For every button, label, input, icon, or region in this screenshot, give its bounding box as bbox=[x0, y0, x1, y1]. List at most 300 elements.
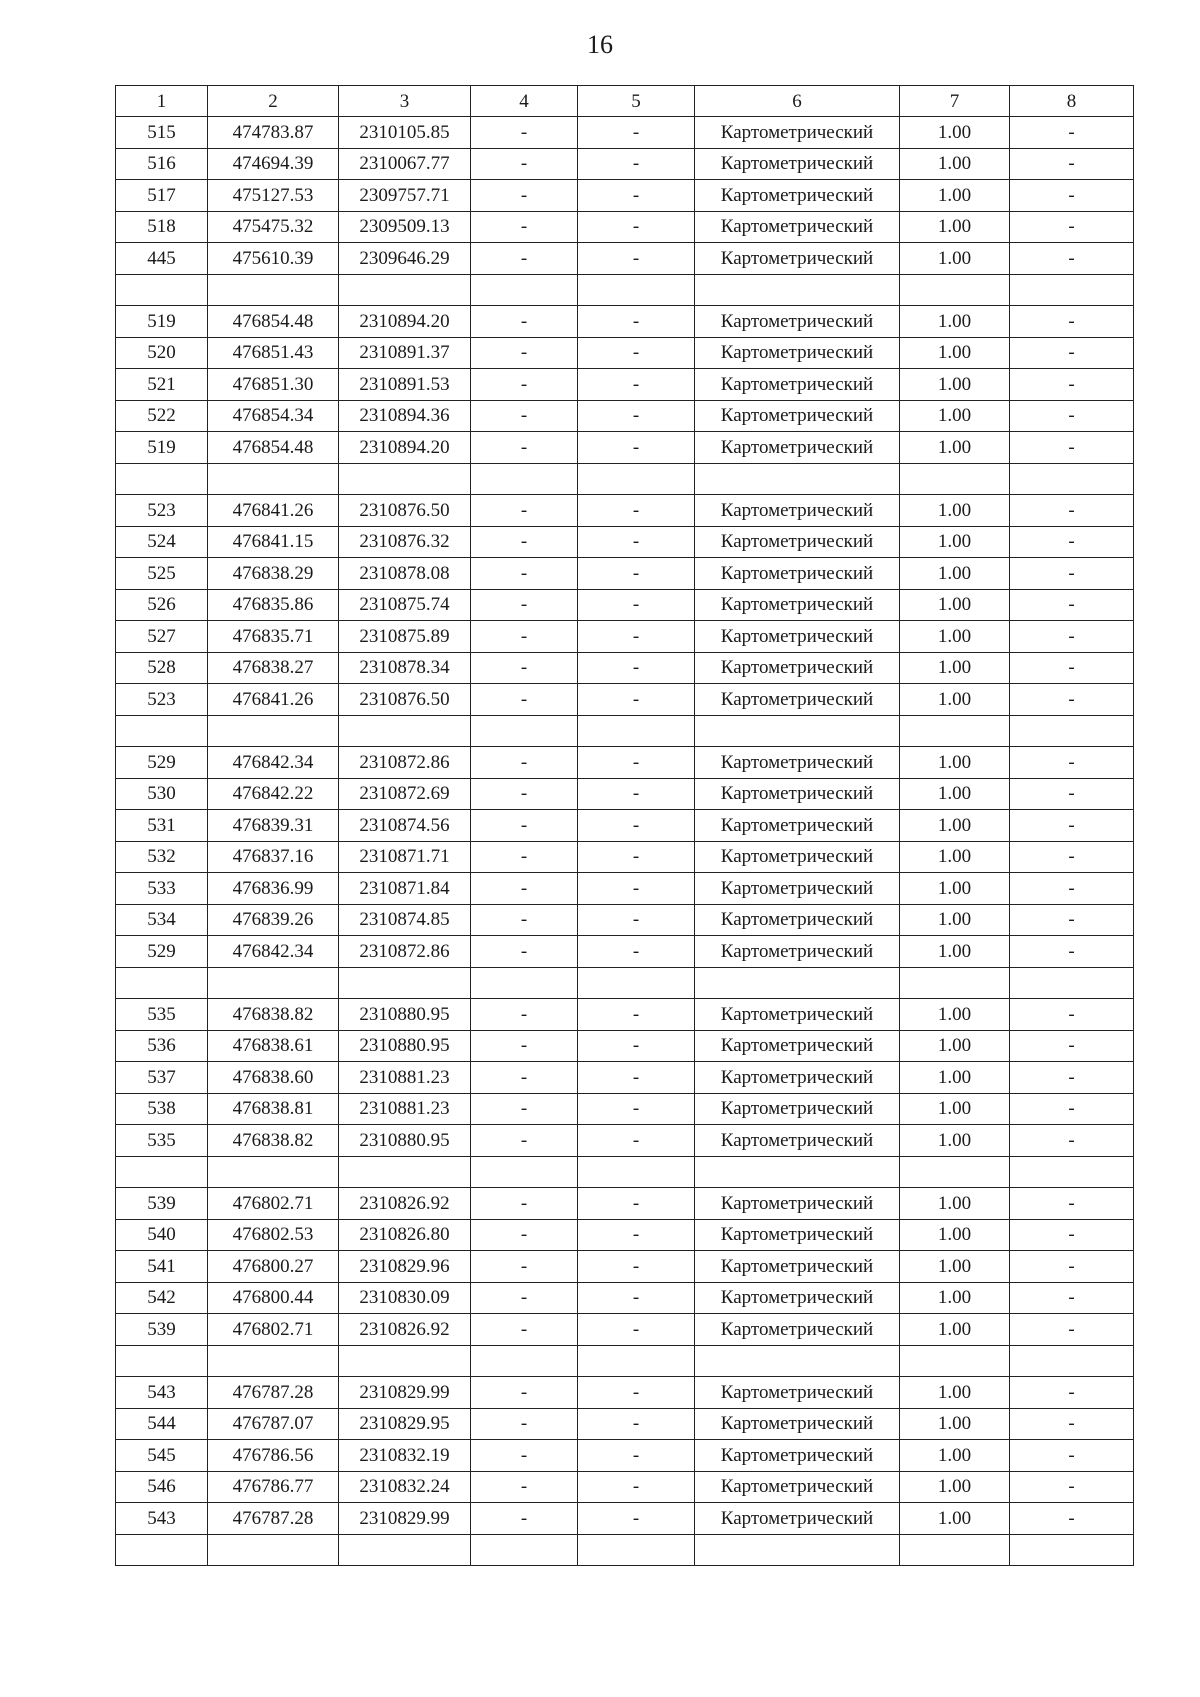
table-cell: - bbox=[578, 936, 695, 968]
separator-row bbox=[116, 1156, 1134, 1188]
table-cell: 476835.86 bbox=[208, 589, 339, 621]
table-cell: - bbox=[471, 936, 578, 968]
table-cell: 476839.26 bbox=[208, 904, 339, 936]
table-cell: 1.00 bbox=[900, 400, 1010, 432]
table-cell: 1.00 bbox=[900, 904, 1010, 936]
empty-cell bbox=[1010, 274, 1134, 306]
table-cell: - bbox=[471, 621, 578, 653]
table-cell: 2310872.86 bbox=[339, 747, 471, 779]
table-cell: 538 bbox=[116, 1093, 208, 1125]
table-cell: 1.00 bbox=[900, 211, 1010, 243]
table-cell: 2310067.77 bbox=[339, 148, 471, 180]
table-cell: 476841.26 bbox=[208, 495, 339, 527]
table-cell: Картометрический bbox=[695, 1471, 900, 1503]
empty-cell bbox=[116, 274, 208, 306]
table-cell: Картометрический bbox=[695, 936, 900, 968]
table-cell: 476836.99 bbox=[208, 873, 339, 905]
empty-cell bbox=[695, 1534, 900, 1566]
table-cell: - bbox=[1010, 999, 1134, 1031]
empty-cell bbox=[116, 463, 208, 495]
table-cell: - bbox=[471, 400, 578, 432]
separator-row bbox=[116, 274, 1134, 306]
empty-cell bbox=[208, 715, 339, 747]
table-cell: 516 bbox=[116, 148, 208, 180]
table-cell: 476786.56 bbox=[208, 1440, 339, 1472]
table-row bbox=[116, 1030, 1134, 1062]
empty-cell bbox=[1010, 1156, 1134, 1188]
empty-cell bbox=[1010, 967, 1134, 999]
table-cell: 2310829.96 bbox=[339, 1251, 471, 1283]
table-cell: 1.00 bbox=[900, 1408, 1010, 1440]
table-cell: 1.00 bbox=[900, 1440, 1010, 1472]
table-cell: 2310829.99 bbox=[339, 1503, 471, 1535]
table-cell: 2310871.71 bbox=[339, 841, 471, 873]
empty-cell bbox=[578, 715, 695, 747]
table-row bbox=[116, 180, 1134, 212]
table-cell: Картометрический bbox=[695, 400, 900, 432]
table-cell: - bbox=[471, 904, 578, 936]
table-cell: 2310880.95 bbox=[339, 1125, 471, 1157]
table-row bbox=[116, 1251, 1134, 1283]
table-cell: 2310876.32 bbox=[339, 526, 471, 558]
table-row bbox=[116, 1471, 1134, 1503]
table-cell: - bbox=[471, 999, 578, 1031]
table-cell: - bbox=[471, 1408, 578, 1440]
table-cell: 517 bbox=[116, 180, 208, 212]
table-cell: 2310878.34 bbox=[339, 652, 471, 684]
table-cell: 521 bbox=[116, 369, 208, 401]
column-header: 1 bbox=[116, 86, 208, 117]
table-cell: - bbox=[578, 1030, 695, 1062]
table-row bbox=[116, 400, 1134, 432]
empty-cell bbox=[900, 274, 1010, 306]
empty-cell bbox=[900, 1345, 1010, 1377]
table-cell: 2310830.09 bbox=[339, 1282, 471, 1314]
table-cell: 1.00 bbox=[900, 369, 1010, 401]
table-cell: - bbox=[471, 180, 578, 212]
table-row bbox=[116, 558, 1134, 590]
table-cell: 2310874.56 bbox=[339, 810, 471, 842]
empty-cell bbox=[471, 1534, 578, 1566]
table-row bbox=[116, 526, 1134, 558]
table-cell: Картометрический bbox=[695, 1377, 900, 1409]
table-cell: 475127.53 bbox=[208, 180, 339, 212]
table-cell: - bbox=[578, 495, 695, 527]
empty-cell bbox=[208, 967, 339, 999]
table-cell: - bbox=[578, 243, 695, 275]
table-cell: - bbox=[1010, 1030, 1134, 1062]
table-cell: - bbox=[471, 684, 578, 716]
table-row bbox=[116, 211, 1134, 243]
table-cell: 476838.82 bbox=[208, 999, 339, 1031]
table-cell: 2310826.80 bbox=[339, 1219, 471, 1251]
table-cell: 476851.43 bbox=[208, 337, 339, 369]
table-cell: 539 bbox=[116, 1188, 208, 1220]
table-cell: 1.00 bbox=[900, 243, 1010, 275]
table-row bbox=[116, 369, 1134, 401]
table-cell: 1.00 bbox=[900, 873, 1010, 905]
table-cell: 476838.81 bbox=[208, 1093, 339, 1125]
table-cell: 476839.31 bbox=[208, 810, 339, 842]
table-cell: - bbox=[578, 810, 695, 842]
table-cell: Картометрический bbox=[695, 1188, 900, 1220]
empty-cell bbox=[116, 1534, 208, 1566]
table-cell: 533 bbox=[116, 873, 208, 905]
table-cell: - bbox=[1010, 1093, 1134, 1125]
table-cell: 476841.15 bbox=[208, 526, 339, 558]
table-cell: - bbox=[1010, 1471, 1134, 1503]
table-row bbox=[116, 1408, 1134, 1440]
table-row bbox=[116, 873, 1134, 905]
table-cell: Картометрический bbox=[695, 526, 900, 558]
table-cell: 2310894.20 bbox=[339, 306, 471, 338]
table-cell: 1.00 bbox=[900, 1062, 1010, 1094]
table-cell: - bbox=[578, 747, 695, 779]
table-cell: 2310832.24 bbox=[339, 1471, 471, 1503]
table-cell: - bbox=[1010, 117, 1134, 149]
table-row bbox=[116, 306, 1134, 338]
table-cell: 518 bbox=[116, 211, 208, 243]
empty-cell bbox=[471, 1345, 578, 1377]
column-header: 4 bbox=[471, 86, 578, 117]
table-cell: - bbox=[578, 148, 695, 180]
table-cell: 546 bbox=[116, 1471, 208, 1503]
table-cell: 541 bbox=[116, 1251, 208, 1283]
table-cell: - bbox=[578, 1219, 695, 1251]
table-cell: 2310832.19 bbox=[339, 1440, 471, 1472]
header-row bbox=[116, 86, 1134, 117]
table-cell: Картометрический bbox=[695, 810, 900, 842]
table-cell: 529 bbox=[116, 936, 208, 968]
table-cell: Картометрический bbox=[695, 306, 900, 338]
table-cell: 1.00 bbox=[900, 148, 1010, 180]
table-row bbox=[116, 1377, 1134, 1409]
table-cell: 535 bbox=[116, 999, 208, 1031]
table-cell: Картометрический bbox=[695, 117, 900, 149]
table-cell: - bbox=[471, 1377, 578, 1409]
empty-cell bbox=[900, 967, 1010, 999]
table-cell: 476854.48 bbox=[208, 432, 339, 464]
table-row bbox=[116, 1062, 1134, 1094]
table-cell: Картометрический bbox=[695, 558, 900, 590]
table-cell: 476838.29 bbox=[208, 558, 339, 590]
table-cell: 2310875.89 bbox=[339, 621, 471, 653]
table-cell: - bbox=[578, 1188, 695, 1220]
table-cell: 1.00 bbox=[900, 180, 1010, 212]
column-header: 2 bbox=[208, 86, 339, 117]
table-cell: - bbox=[1010, 1408, 1134, 1440]
table-cell: - bbox=[1010, 1251, 1134, 1283]
table-cell: Картометрический bbox=[695, 841, 900, 873]
table-cell: 534 bbox=[116, 904, 208, 936]
empty-cell bbox=[695, 274, 900, 306]
table-cell: - bbox=[1010, 1062, 1134, 1094]
table-cell: Картометрический bbox=[695, 778, 900, 810]
table-row bbox=[116, 999, 1134, 1031]
table-cell: 2310880.95 bbox=[339, 1030, 471, 1062]
table-cell: - bbox=[471, 1503, 578, 1535]
table-cell: - bbox=[471, 589, 578, 621]
coordinates-table bbox=[115, 85, 1134, 1566]
empty-cell bbox=[578, 463, 695, 495]
table-row bbox=[116, 1314, 1134, 1346]
table-row bbox=[116, 1440, 1134, 1472]
table-cell: Картометрический bbox=[695, 180, 900, 212]
empty-cell bbox=[339, 1534, 471, 1566]
table-cell: - bbox=[1010, 337, 1134, 369]
table-cell: - bbox=[1010, 1377, 1134, 1409]
table-cell: - bbox=[471, 1282, 578, 1314]
table-cell: - bbox=[1010, 1282, 1134, 1314]
table-cell: Картометрический bbox=[695, 369, 900, 401]
table-row bbox=[116, 337, 1134, 369]
table-cell: 524 bbox=[116, 526, 208, 558]
table-cell: - bbox=[1010, 1219, 1134, 1251]
column-header: 8 bbox=[1010, 86, 1134, 117]
table-cell: - bbox=[471, 432, 578, 464]
table-cell: Картометрический bbox=[695, 211, 900, 243]
table-cell: 474694.39 bbox=[208, 148, 339, 180]
table-cell: 474783.87 bbox=[208, 117, 339, 149]
table-cell: Картометрический bbox=[695, 1093, 900, 1125]
table-cell: - bbox=[578, 589, 695, 621]
table-cell: - bbox=[578, 684, 695, 716]
table-cell: Картометрический bbox=[695, 684, 900, 716]
table-cell: 531 bbox=[116, 810, 208, 842]
table-cell: 1.00 bbox=[900, 778, 1010, 810]
separator-row bbox=[116, 967, 1134, 999]
table-cell: 476854.34 bbox=[208, 400, 339, 432]
table-cell: 542 bbox=[116, 1282, 208, 1314]
table-cell: 476786.77 bbox=[208, 1471, 339, 1503]
table-cell: 519 bbox=[116, 306, 208, 338]
table-row bbox=[116, 117, 1134, 149]
empty-cell bbox=[695, 967, 900, 999]
table-cell: 1.00 bbox=[900, 432, 1010, 464]
table-cell: 535 bbox=[116, 1125, 208, 1157]
table-cell: 526 bbox=[116, 589, 208, 621]
separator-row bbox=[116, 1345, 1134, 1377]
table-cell: - bbox=[1010, 180, 1134, 212]
table-cell: - bbox=[578, 1314, 695, 1346]
table-cell: 476837.16 bbox=[208, 841, 339, 873]
table-cell: - bbox=[1010, 306, 1134, 338]
table-cell: 475475.32 bbox=[208, 211, 339, 243]
table-cell: 1.00 bbox=[900, 936, 1010, 968]
page-number: 16 bbox=[587, 30, 613, 59]
table-cell: 1.00 bbox=[900, 1282, 1010, 1314]
table-cell: - bbox=[1010, 1440, 1134, 1472]
table-cell: - bbox=[1010, 1125, 1134, 1157]
table-cell: 2310826.92 bbox=[339, 1188, 471, 1220]
table-cell: Картометрический bbox=[695, 652, 900, 684]
table-cell: 1.00 bbox=[900, 621, 1010, 653]
table-cell: 476842.22 bbox=[208, 778, 339, 810]
table-cell: - bbox=[578, 526, 695, 558]
table-cell: - bbox=[1010, 684, 1134, 716]
table-cell: 476838.61 bbox=[208, 1030, 339, 1062]
table-cell: 2310872.86 bbox=[339, 936, 471, 968]
table-cell: - bbox=[1010, 778, 1134, 810]
table-cell: - bbox=[1010, 936, 1134, 968]
table-cell: - bbox=[471, 1219, 578, 1251]
table-cell: - bbox=[578, 211, 695, 243]
table-cell: 544 bbox=[116, 1408, 208, 1440]
table-cell: 519 bbox=[116, 432, 208, 464]
table-cell: - bbox=[471, 148, 578, 180]
table-cell: - bbox=[578, 999, 695, 1031]
table-cell: Картометрический bbox=[695, 1408, 900, 1440]
table-cell: 1.00 bbox=[900, 810, 1010, 842]
table-cell: Картометрический bbox=[695, 1251, 900, 1283]
table-row bbox=[116, 936, 1134, 968]
table-cell: - bbox=[578, 337, 695, 369]
empty-cell bbox=[578, 1156, 695, 1188]
table-cell: Картометрический bbox=[695, 243, 900, 275]
table-cell: 2310872.69 bbox=[339, 778, 471, 810]
empty-cell bbox=[695, 1156, 900, 1188]
empty-cell bbox=[1010, 715, 1134, 747]
table-cell: 2310876.50 bbox=[339, 684, 471, 716]
table-cell: Картометрический bbox=[695, 1314, 900, 1346]
table-row bbox=[116, 841, 1134, 873]
table-cell: 1.00 bbox=[900, 1503, 1010, 1535]
table-cell: - bbox=[578, 841, 695, 873]
empty-cell bbox=[471, 715, 578, 747]
table-cell: - bbox=[578, 873, 695, 905]
table-cell: - bbox=[578, 1503, 695, 1535]
table-cell: - bbox=[471, 1188, 578, 1220]
empty-cell bbox=[900, 463, 1010, 495]
table-cell: 2310829.95 bbox=[339, 1408, 471, 1440]
table-cell: 476838.27 bbox=[208, 652, 339, 684]
table-cell: Картометрический bbox=[695, 1219, 900, 1251]
table-cell: - bbox=[578, 1251, 695, 1283]
table-cell: 515 bbox=[116, 117, 208, 149]
table-row bbox=[116, 495, 1134, 527]
table-cell: 476787.07 bbox=[208, 1408, 339, 1440]
table-cell: - bbox=[578, 1408, 695, 1440]
table-cell: - bbox=[1010, 810, 1134, 842]
empty-cell bbox=[208, 1156, 339, 1188]
table-cell: - bbox=[471, 652, 578, 684]
table-cell: 1.00 bbox=[900, 589, 1010, 621]
table-cell: - bbox=[1010, 589, 1134, 621]
empty-cell bbox=[339, 274, 471, 306]
table-cell: - bbox=[471, 1125, 578, 1157]
empty-cell bbox=[900, 715, 1010, 747]
table-cell: 527 bbox=[116, 621, 208, 653]
table-cell: 476800.44 bbox=[208, 1282, 339, 1314]
table-row bbox=[116, 1125, 1134, 1157]
table-cell: 1.00 bbox=[900, 1093, 1010, 1125]
table-cell: 1.00 bbox=[900, 1219, 1010, 1251]
table-cell: Картометрический bbox=[695, 1503, 900, 1535]
table-cell: 543 bbox=[116, 1503, 208, 1535]
table-cell: 1.00 bbox=[900, 1251, 1010, 1283]
empty-cell bbox=[695, 1345, 900, 1377]
empty-cell bbox=[578, 274, 695, 306]
table-cell: - bbox=[578, 1093, 695, 1125]
table-cell: Картометрический bbox=[695, 1282, 900, 1314]
table-cell: 2310105.85 bbox=[339, 117, 471, 149]
table-cell: 2310881.23 bbox=[339, 1062, 471, 1094]
empty-cell bbox=[339, 715, 471, 747]
empty-cell bbox=[1010, 1534, 1134, 1566]
table-cell: Картометрический bbox=[695, 1440, 900, 1472]
table-cell: 1.00 bbox=[900, 747, 1010, 779]
table-cell: 536 bbox=[116, 1030, 208, 1062]
table-cell: 525 bbox=[116, 558, 208, 590]
table-cell: - bbox=[471, 558, 578, 590]
empty-cell bbox=[578, 967, 695, 999]
empty-cell bbox=[116, 967, 208, 999]
table-cell: - bbox=[1010, 873, 1134, 905]
table-cell: 522 bbox=[116, 400, 208, 432]
table-cell: 2310880.95 bbox=[339, 999, 471, 1031]
empty-cell bbox=[695, 715, 900, 747]
table-body bbox=[116, 117, 1134, 1566]
table-cell: Картометрический bbox=[695, 1062, 900, 1094]
table-cell: 476802.71 bbox=[208, 1314, 339, 1346]
table-cell: - bbox=[1010, 621, 1134, 653]
table-cell: - bbox=[578, 1062, 695, 1094]
table-cell: - bbox=[578, 621, 695, 653]
table-cell: - bbox=[471, 1030, 578, 1062]
table-cell: - bbox=[1010, 904, 1134, 936]
column-header: 5 bbox=[578, 86, 695, 117]
table-cell: 1.00 bbox=[900, 495, 1010, 527]
table-row bbox=[116, 904, 1134, 936]
table-cell: 1.00 bbox=[900, 526, 1010, 558]
table-cell: 545 bbox=[116, 1440, 208, 1472]
table-cell: Картометрический bbox=[695, 589, 900, 621]
table-cell: 2310871.84 bbox=[339, 873, 471, 905]
table-cell: 528 bbox=[116, 652, 208, 684]
table-cell: 2310881.23 bbox=[339, 1093, 471, 1125]
table-cell: - bbox=[471, 841, 578, 873]
table-cell: 476854.48 bbox=[208, 306, 339, 338]
table-cell: 476802.71 bbox=[208, 1188, 339, 1220]
table-cell: 2310826.92 bbox=[339, 1314, 471, 1346]
table-cell: - bbox=[1010, 526, 1134, 558]
separator-row bbox=[116, 1534, 1134, 1566]
table-cell: - bbox=[578, 1125, 695, 1157]
table-cell: Картометрический bbox=[695, 148, 900, 180]
table-cell: - bbox=[1010, 243, 1134, 275]
table-cell: - bbox=[578, 1471, 695, 1503]
table-row bbox=[116, 652, 1134, 684]
table-cell: - bbox=[471, 369, 578, 401]
table-row bbox=[116, 243, 1134, 275]
table-cell: - bbox=[1010, 841, 1134, 873]
table-cell: 529 bbox=[116, 747, 208, 779]
empty-cell bbox=[900, 1156, 1010, 1188]
table-cell: - bbox=[1010, 148, 1134, 180]
empty-cell bbox=[116, 1156, 208, 1188]
table-cell: - bbox=[578, 369, 695, 401]
table-cell: - bbox=[578, 1282, 695, 1314]
empty-cell bbox=[339, 463, 471, 495]
table-cell: Картометрический bbox=[695, 1125, 900, 1157]
table-cell: - bbox=[1010, 495, 1134, 527]
table-cell: 2310894.20 bbox=[339, 432, 471, 464]
table-row bbox=[116, 1093, 1134, 1125]
table-row bbox=[116, 747, 1134, 779]
table-cell: 523 bbox=[116, 684, 208, 716]
table-cell: - bbox=[578, 652, 695, 684]
table-cell: Картометрический bbox=[695, 621, 900, 653]
